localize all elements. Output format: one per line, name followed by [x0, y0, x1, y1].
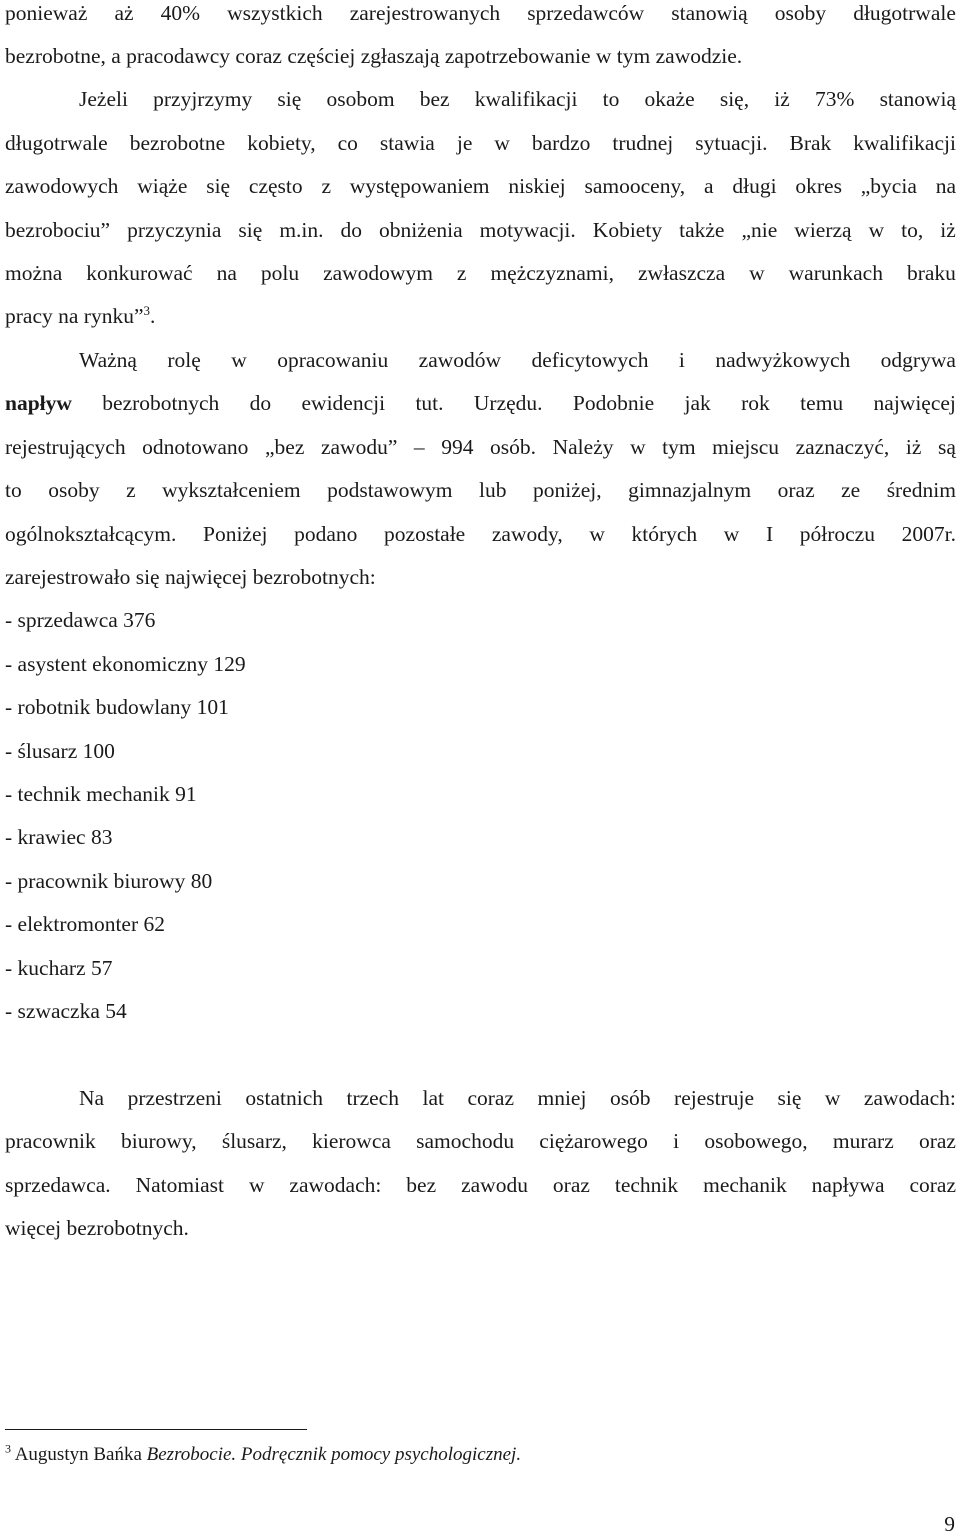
word: a [704, 174, 714, 198]
word: bez [419, 87, 450, 111]
word: trudnej [612, 131, 674, 155]
word: napływ [5, 391, 72, 415]
word: się [777, 1086, 802, 1110]
list-item: - krawiec 83 [5, 825, 113, 849]
word: i [678, 348, 685, 372]
word: bezrobotnych [102, 391, 220, 415]
word: kwalifikacji [474, 87, 578, 111]
word: można [5, 261, 63, 285]
word: występowaniem [349, 174, 490, 198]
word: opracowaniu [277, 348, 389, 372]
word: osób. [490, 435, 537, 459]
word: stawia [379, 131, 435, 155]
footnote-mark: 3 [5, 1441, 11, 1456]
word: na [935, 174, 956, 198]
text-line [79, 86, 956, 112]
footnote-author: Augustyn Bańka [11, 1444, 147, 1465]
list-item: - technik mechanik 91 [5, 782, 197, 806]
word: się, [719, 87, 750, 111]
word: ostatnich [245, 1086, 323, 1110]
word: bezrobociu” [5, 218, 111, 242]
word: osobom [326, 87, 395, 111]
word: technik [614, 1173, 679, 1197]
word: temu [800, 391, 844, 415]
text-line [79, 1085, 956, 1111]
word: 40% [160, 1, 201, 25]
word: pozostałe [384, 522, 466, 546]
word: iż [905, 435, 922, 459]
word: coraz [909, 1173, 956, 1197]
list-item: - sprzedawca 376 [5, 608, 156, 632]
word: to [602, 87, 620, 111]
footnote-title: Bezrobocie. Podręcznik pomocy psychologicznej. [146, 1444, 522, 1465]
footnote-separator [5, 1429, 307, 1430]
word: konkurować [86, 261, 193, 285]
list-item: - asystent ekonomiczny 129 [5, 652, 246, 676]
word: tut. [415, 391, 444, 415]
text-line [5, 130, 956, 156]
word: braku [906, 261, 956, 285]
text-line [5, 434, 956, 460]
word: ponieważ [5, 1, 88, 25]
word: w [723, 522, 740, 546]
word: niskiej [508, 174, 566, 198]
word: biurowy, [120, 1129, 197, 1153]
word: „nie [741, 218, 778, 242]
footnote [5, 1443, 521, 1467]
text-line [5, 477, 956, 503]
word: iż [940, 218, 956, 242]
word: podano [294, 522, 358, 546]
word: oraz [552, 1173, 590, 1197]
word: i [673, 1129, 680, 1153]
word: Kobiety [592, 218, 663, 242]
text-line [79, 347, 956, 373]
word: bezrobotne [129, 131, 226, 155]
word: wykształceniem [162, 478, 301, 502]
list-item: - robotnik budowlany 101 [5, 695, 229, 719]
word: przyczynia [127, 218, 222, 242]
text-line: zarejestrowało się najwięcej bezrobotnych: [5, 565, 376, 589]
word: lat [422, 1086, 444, 1110]
word: w [589, 522, 605, 546]
word: zawodowym [323, 261, 433, 285]
list-item: - szwaczka 54 [5, 999, 127, 1023]
word: deficytowych [531, 348, 649, 372]
word: w [824, 1086, 841, 1110]
word: osobowego, [704, 1129, 808, 1153]
word: tym [662, 435, 696, 459]
word: przyjrzymy [153, 87, 253, 111]
text-line: więcej bezrobotnych. [5, 1216, 189, 1240]
line-text: pracy na rynku” [5, 304, 144, 328]
word: się [277, 87, 302, 111]
word: Urzędu. [473, 391, 543, 415]
word: samooceny, [584, 174, 686, 198]
word: aż [114, 1, 134, 25]
word: rejestruje [674, 1086, 755, 1110]
word: wiąże [137, 174, 188, 198]
word: wszystkich [227, 1, 323, 25]
word: Ważną [79, 348, 137, 372]
text-line [5, 260, 956, 286]
word: do [340, 218, 363, 242]
word: zarejestrowanych [349, 1, 501, 25]
word: mniej [537, 1086, 587, 1110]
list-item: - elektromonter 62 [5, 912, 166, 936]
word: w [630, 435, 646, 459]
word: na [216, 261, 237, 285]
word: to, [901, 218, 924, 242]
word: rejestrujących [5, 435, 126, 459]
word: napływa [811, 1173, 885, 1197]
word: sprzedawca. [5, 1173, 111, 1197]
word: kwalifikacji [853, 131, 956, 155]
word: w [248, 1173, 265, 1197]
word: warunkach [788, 261, 883, 285]
word: długotrwale [5, 131, 108, 155]
word: zawodu [461, 1173, 528, 1197]
word: długi [732, 174, 777, 198]
word: sprzedawców [527, 1, 645, 25]
word: nadwyżkowych [715, 348, 851, 372]
word: „bez [265, 435, 305, 459]
word: Jeżeli [79, 87, 128, 111]
word: samochodu [416, 1129, 515, 1153]
text-line [5, 1128, 956, 1154]
text-line [5, 0, 956, 26]
word: mechanik [703, 1173, 787, 1197]
word: podstawowym [327, 478, 453, 502]
word: odnotowano [142, 435, 249, 459]
word: kierowca [312, 1129, 391, 1153]
word: bez [406, 1173, 437, 1197]
word: – [413, 435, 425, 459]
list-item: - kucharz 57 [5, 956, 113, 980]
word: do [249, 391, 272, 415]
word: półroczu [799, 522, 875, 546]
word: 73% [814, 87, 855, 111]
word: trzech [346, 1086, 399, 1110]
word: osoby [774, 1, 827, 25]
word: oraz [777, 478, 815, 502]
word: zawodach: [289, 1173, 382, 1197]
word: przestrzeni [127, 1086, 222, 1110]
word: także [679, 218, 725, 242]
word: odgrywa [880, 348, 956, 372]
word: poniżej, [532, 478, 602, 502]
text-line [5, 521, 956, 547]
word: ogólnokształcącym. [5, 522, 177, 546]
word: się [206, 174, 231, 198]
word: to [5, 478, 22, 502]
word: I [765, 522, 774, 546]
page-number: 9 [944, 1512, 955, 1536]
word: osób [609, 1086, 651, 1110]
word: zaznaczyć, [795, 435, 890, 459]
word: wierzą [794, 218, 852, 242]
word: motywacji. [479, 218, 576, 242]
word: obniżenia [379, 218, 463, 242]
word: 2007r. [901, 522, 956, 546]
word: miejscu [712, 435, 780, 459]
word: zawodach: [863, 1086, 956, 1110]
word: „bycia [860, 174, 917, 198]
word: sytuacji. [695, 131, 768, 155]
word: lub [479, 478, 507, 502]
word: iż [774, 87, 790, 111]
word: których [631, 522, 698, 546]
word: Na [79, 1086, 105, 1110]
word: gimnazjalnym [628, 478, 752, 502]
word: rok [741, 391, 770, 415]
word: je [456, 131, 473, 155]
text-line [5, 217, 956, 243]
word: oraz [918, 1129, 956, 1153]
word: jak [684, 391, 711, 415]
text-line: bezrobotne, a pracodawcy coraz częściej zgłaszają zapotrzebowanie w tym zawodzie. [5, 44, 743, 68]
word: Podobnie [572, 391, 655, 415]
word: w [494, 131, 510, 155]
word: zawodu” [320, 435, 398, 459]
word: coraz [467, 1086, 514, 1110]
word: Poniżej [202, 522, 268, 546]
text-line [5, 1172, 956, 1198]
word: w [868, 218, 885, 242]
word: okres [795, 174, 842, 198]
word: długotrwale [853, 1, 956, 25]
word: stanowią [879, 87, 956, 111]
text-line [5, 303, 956, 329]
word: zawody, [491, 522, 563, 546]
word: m.in. [279, 218, 324, 242]
line-end: . [150, 304, 156, 328]
word: polu [260, 261, 300, 285]
word: stanowią [671, 1, 748, 25]
word: się [238, 218, 263, 242]
word: z [321, 174, 331, 198]
text-line [5, 173, 956, 199]
word: Brak [789, 131, 832, 155]
word: ciężarowego [539, 1129, 648, 1153]
word: osoby [48, 478, 100, 502]
text-line [5, 390, 956, 416]
word: okaże [644, 87, 695, 111]
list-item: - ślusarz 100 [5, 739, 115, 763]
word: bardzo [531, 131, 591, 155]
word: najwięcej [873, 391, 956, 415]
word: 994 [441, 435, 474, 459]
word: są [937, 435, 956, 459]
word: pracownik [5, 1129, 96, 1153]
word: w [231, 348, 247, 372]
word: kobiety, [247, 131, 316, 155]
word: średnim [886, 478, 956, 502]
word: rolę [167, 348, 201, 372]
word: ślusarz, [221, 1129, 287, 1153]
word: co [337, 131, 358, 155]
word: Natomiast [135, 1173, 224, 1197]
word: ze [841, 478, 861, 502]
word: często [248, 174, 303, 198]
word: Należy [552, 435, 614, 459]
word: zawodów [418, 348, 502, 372]
word: zwłaszcza [638, 261, 726, 285]
word: z [456, 261, 467, 285]
word: z [126, 478, 136, 502]
footnote-reference[interactable]: 3 [143, 302, 150, 318]
word: mężczyznami, [490, 261, 615, 285]
word: zawodowych [5, 174, 119, 198]
list-item: - pracownik biurowy 80 [5, 869, 213, 893]
word: ewidencji [301, 391, 386, 415]
word: w [749, 261, 765, 285]
word: murarz [832, 1129, 894, 1153]
